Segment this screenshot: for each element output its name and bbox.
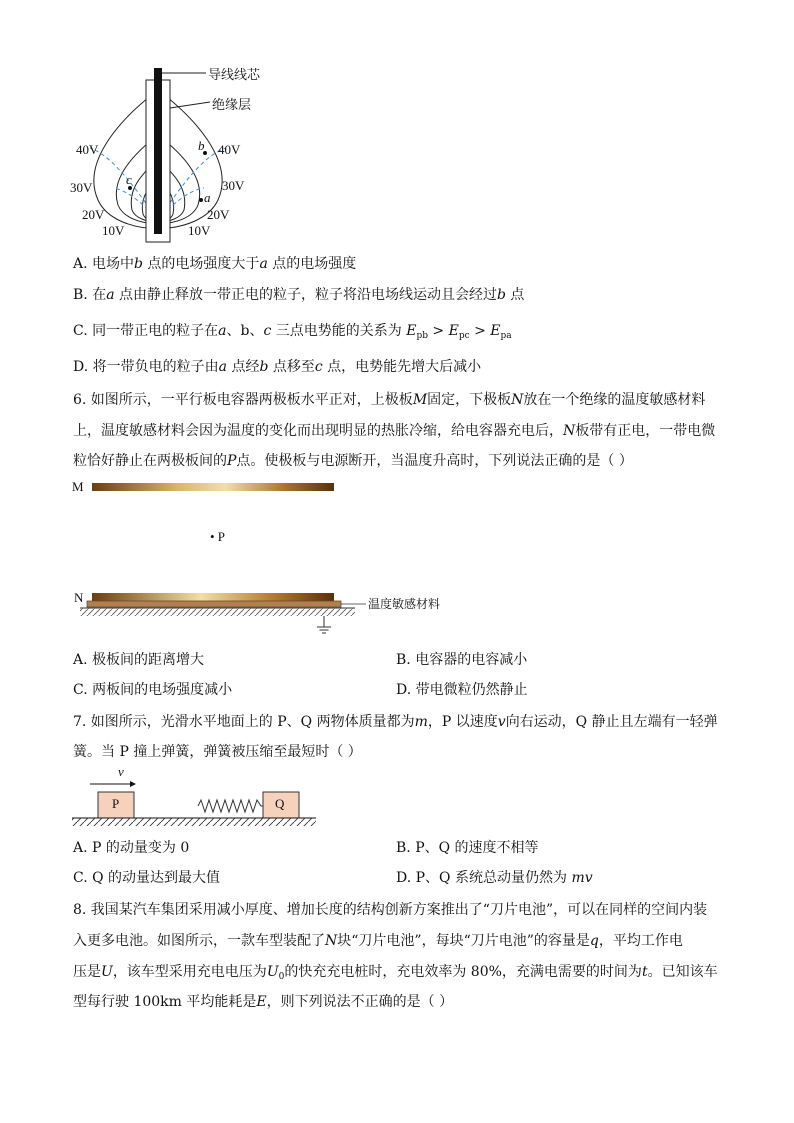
q6-option-c: C. 两板间的电场强度减小 <box>73 682 233 698</box>
temperature-sensitive-material <box>87 601 341 607</box>
label-insulation: 绝缘层 <box>212 97 252 112</box>
q6-stem-line2: 上，温度敏感材料会因为温度的变化而出现明显的热胀冷缩，给电容器充电后，N板带有正电，一带电微 <box>73 423 716 439</box>
q8-stem-line1: 8. 我国某汽车集团采用减小厚度、增加长度的结构创新方案推出了“刀片电池”，可以在同样的空间内装 <box>73 902 708 918</box>
label-point-p: • P <box>210 529 226 544</box>
label-30v-right: 30V <box>222 178 245 193</box>
point-a-dot <box>199 198 203 202</box>
q5-option-b: B. 在a 点由静止释放一带正电的粒子，粒子将沿电场线运动且会经过b 点 <box>73 287 525 303</box>
label-20v-right: 20V <box>207 207 230 222</box>
label-point-b: b <box>198 138 205 153</box>
q8-stem-line2: 入更多电池。如图所示，一款车型装配了N块“刀片电池”，每块“刀片电池”的容量是q，平均工作电 <box>73 933 683 949</box>
wire-core <box>154 68 162 234</box>
floor-hatch <box>72 818 316 826</box>
upper-plate-m <box>92 483 334 491</box>
q7-stem-line2: 簧。当 P 撞上弹簧，弹簧被压缩至最短时（ ） <box>73 744 362 760</box>
q5-option-d: D. 将一带负电的粒子由a 点经b 点移至c 点，电势能先增大后减小 <box>73 359 482 375</box>
field-lines-svg <box>70 60 300 250</box>
capacitor-figure <box>70 477 470 642</box>
q8-stem-line3: 压是U，该车型采用充电电压为$U_0$的快充充电桩时，充电效率为 80%，充满电需要的时间为t。已知该车 <box>73 964 718 982</box>
label-20v-left: 20V <box>82 207 105 222</box>
q6-option-a: A. 极板间的距离增大 <box>73 652 205 668</box>
q7-stem-line1: 7. 如图所示，光滑水平地面上的 P、Q 两物体质量都为m，P 以速度v向右运动，Q 静止且左端有一轻弹 <box>73 714 718 730</box>
label-block-q: Q <box>275 796 285 811</box>
q6-stem-line1: 6. 如图所示，一平行板电容器两极板水平正对，上极板M固定，下极板N放在一个绝缘的温度敏感材料 <box>73 392 706 408</box>
q5-option-a: A. 电场中b 点的电场强度大于a 点的电场强度 <box>73 256 357 272</box>
q7-option-d: D. P、Q 系统总动量仍然为 mv <box>396 870 593 886</box>
label-10v-right: 10V <box>188 223 211 238</box>
label-temp-material: 温度敏感材料 <box>368 597 441 611</box>
q7-option-c: C. Q 的动量达到最大值 <box>73 870 221 886</box>
label-plate-m: M <box>72 479 84 494</box>
label-40v-left: 40V <box>76 142 99 157</box>
label-30v-left: 30V <box>70 180 93 195</box>
label-point-c: c <box>126 172 132 187</box>
q8-stem-line4: 型每行驶 100km 平均能耗是E，则下列说法不正确的是（ ） <box>73 994 454 1010</box>
spring <box>198 800 263 812</box>
label-velocity: v <box>118 764 124 779</box>
q6-stem-line3: 粒恰好静止在两极板间的P点。使极板与电源断开，当温度升高时，下列说法正确的是（ ） <box>73 453 633 469</box>
label-wire-core: 导线线芯 <box>208 67 261 82</box>
label-point-a: a <box>204 190 211 205</box>
q6-option-b: B. 电容器的电容减小 <box>396 652 528 668</box>
lower-plate-n <box>92 593 334 601</box>
q7-option-b: B. P、Q 的速度不相等 <box>396 840 539 856</box>
field-lines-figure <box>70 60 300 250</box>
q7-option-a: A. P 的动量变为 0 <box>73 840 190 856</box>
q6-option-d: D. 带电微粒仍然静止 <box>396 682 528 698</box>
label-40v-right: 40V <box>218 142 241 157</box>
label-block-p: P <box>112 796 120 811</box>
ground-hatch <box>80 608 355 616</box>
label-10v-left: 10V <box>102 223 125 238</box>
label-plate-n: N <box>74 590 84 605</box>
spring-collision-figure <box>70 766 330 830</box>
q5-option-c: C. 同一带正电的粒子在a、b、c 三点电势能的关系为 $E_{pb} > E_{pc} > E_{pa}$ <box>73 323 512 341</box>
